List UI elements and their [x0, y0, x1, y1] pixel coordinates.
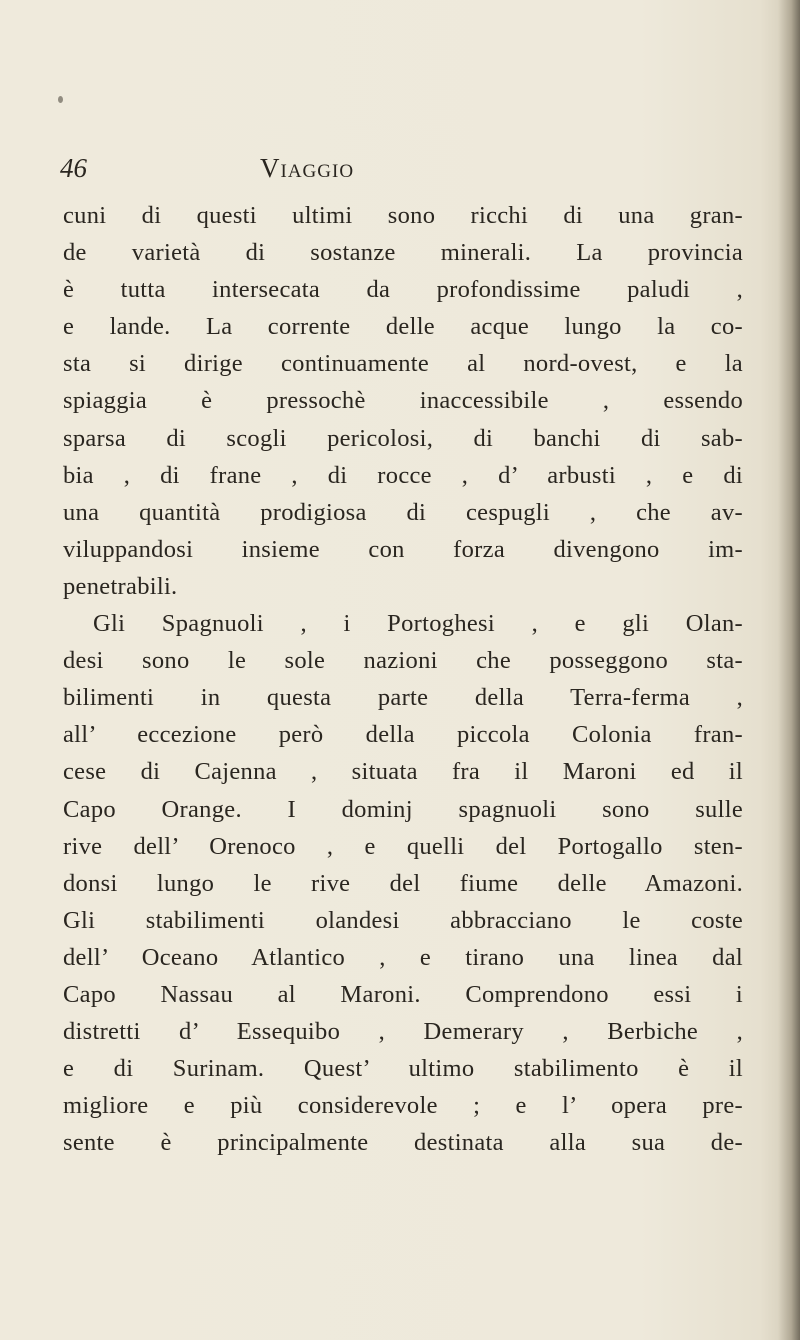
- text-line: penetrabili.: [63, 572, 178, 600]
- body-text: [63, 197, 743, 1161]
- text-line: desi sono le sole nazioni che posseggono sta-: [63, 647, 743, 675]
- page-header: [60, 153, 760, 193]
- text-line: sparsa di scogli pericolosi, di banchi di sab-: [63, 424, 743, 452]
- text-line: Capo Orange. I dominj spagnuoli sono sulle: [63, 795, 743, 823]
- text-line: dell’ Oceano Atlantico , e tirano una linea dal: [63, 943, 743, 971]
- text-line: Gli Spagnuoli , i Portoghesi , e gli Olan-: [93, 610, 743, 638]
- text-line: una quantità prodigiosa di cespugli , che av-: [63, 498, 743, 526]
- text-line: e di Surinam. Quest’ ultimo stabilimento è il: [63, 1055, 743, 1083]
- text-line: all’ eccezione però della piccola Colonia fran-: [63, 721, 743, 749]
- text-line: è tutta intersecata da profondissime paludi ,: [63, 276, 743, 304]
- page-edge-shadow: [778, 0, 800, 1340]
- text-line: rive dell’ Orenoco , e quelli del Portogallo sten-: [63, 832, 743, 860]
- text-line: sta si dirige continuamente al nord-ovest, e la: [63, 350, 743, 378]
- text-line: e lande. La corrente delle acque lungo la co-: [63, 313, 743, 341]
- text-line: cese di Cajenna , situata fra il Maroni ed il: [63, 758, 743, 786]
- text-line: viluppandosi insieme con forza divengono im-: [63, 535, 743, 563]
- text-line: cuni di questi ultimi sono ricchi di una gran-: [63, 202, 743, 229]
- text-line: Capo Nassau al Maroni. Comprendono essi i: [63, 980, 743, 1008]
- text-line: Gli stabilimenti olandesi abbracciano le coste: [63, 906, 743, 934]
- text-line: sente è principalmente destinata alla sua de-: [63, 1129, 743, 1157]
- page-number: 46: [60, 153, 87, 183]
- ink-speck: [58, 96, 63, 103]
- text-line: spiaggia è pressochè inaccessibile , essendo: [63, 387, 743, 415]
- text-line: de varietà di sostanze minerali. La provincia: [63, 239, 743, 267]
- running-title: Viaggio: [260, 153, 355, 183]
- text-line: donsi lungo le rive del fiume delle Amazoni.: [63, 869, 743, 897]
- text-line: bia , di frane , di rocce , d’ arbusti , e di: [63, 461, 743, 489]
- text-line: migliore e più considerevole ; e l’ opera pre-: [63, 1092, 743, 1120]
- text-line: distretti d’ Essequibo , Demerary , Berbiche ,: [63, 1018, 743, 1046]
- text-line: bilimenti in questa parte della Terra-ferma ,: [63, 684, 743, 712]
